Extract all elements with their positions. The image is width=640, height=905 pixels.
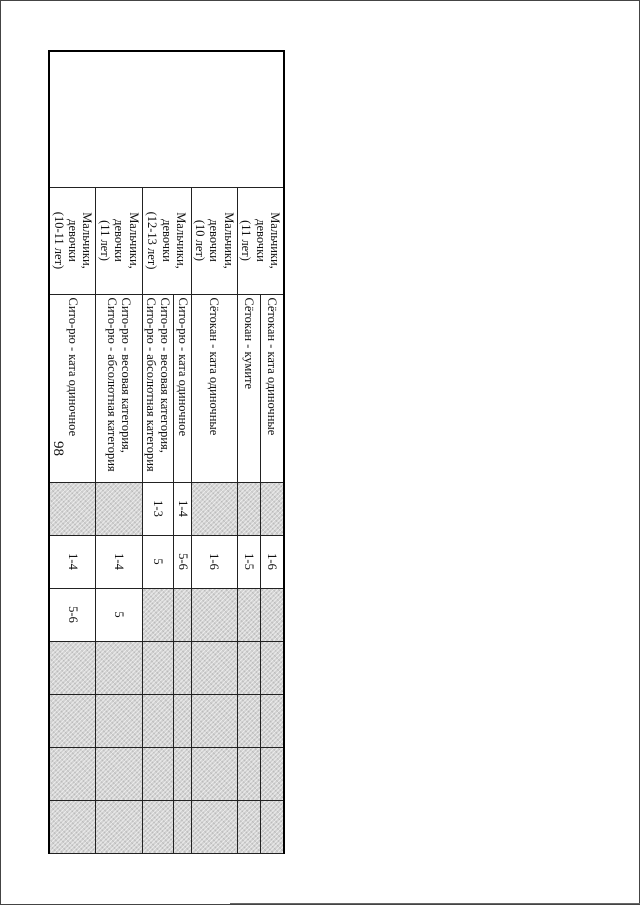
value-cell — [191, 641, 237, 694]
event-cell — [49, 294, 96, 482]
event-cell — [191, 294, 237, 482]
value-cell — [191, 747, 237, 800]
value-cell — [191, 694, 237, 747]
event-label: Сито-рю - весовая категория, — [158, 297, 173, 453]
value-cell — [191, 482, 237, 535]
age-group-cell — [96, 187, 142, 294]
age-range-label: (10 лет) — [193, 219, 208, 262]
value-cell: 5 — [96, 588, 142, 641]
value-cell — [237, 747, 260, 800]
value-cell — [174, 588, 191, 641]
value-cell — [49, 747, 96, 800]
event-label: Сито-рю - весовая категория, — [119, 297, 134, 453]
age-group-label: Мальчики, девочки — [112, 212, 141, 269]
value-cell — [49, 694, 96, 747]
value-cell — [237, 800, 260, 853]
value-cell: 1-4 — [174, 482, 191, 535]
value-cell — [260, 641, 284, 694]
scan-edge-line — [230, 903, 640, 904]
value-cell — [191, 800, 237, 853]
event-cell — [174, 294, 191, 482]
value-cell — [237, 694, 260, 747]
event-label: Сётокан - ката одиночные — [207, 297, 222, 436]
value-cell — [260, 694, 284, 747]
table-row — [260, 51, 284, 853]
value-cell — [260, 482, 284, 535]
value-cell — [174, 747, 191, 800]
value-cell: 1-6 — [191, 535, 237, 588]
value-cell — [96, 641, 142, 694]
event-label: Сито-рю - ката одиночное — [175, 297, 190, 437]
age-group-cell — [49, 187, 96, 294]
value-cell — [174, 694, 191, 747]
value-cell — [49, 800, 96, 853]
age-group-label: Мальчики, девочки — [207, 212, 236, 269]
value-cell — [237, 641, 260, 694]
value-cell — [142, 641, 174, 694]
value-cell — [237, 588, 260, 641]
value-cell: 1-4 — [96, 535, 142, 588]
event-cell — [142, 294, 174, 482]
age-group-cell — [142, 187, 191, 294]
age-range-label: (11 лет) — [239, 220, 254, 261]
value-cell: 1-5 — [237, 535, 260, 588]
value-cell — [142, 694, 174, 747]
age-range-label: (11 лет) — [97, 220, 112, 261]
value-cell — [142, 800, 174, 853]
value-cell — [96, 694, 142, 747]
age-group-label: Мальчики, девочки — [159, 212, 189, 269]
value-cell: 1-6 — [260, 535, 284, 588]
event-cell — [260, 294, 284, 482]
value-cell — [260, 800, 284, 853]
event-label: Сётокан - ката одиночные — [265, 297, 280, 436]
value-cell: 5 — [142, 535, 174, 588]
value-cell — [260, 588, 284, 641]
sports-table — [48, 50, 285, 854]
empty-left-cell — [49, 51, 284, 187]
event-label-secondary: Сито-рю - абсолютная категория — [105, 297, 120, 472]
value-cell — [174, 800, 191, 853]
age-range-label: (12-13 лет) — [145, 211, 160, 270]
value-cell — [142, 588, 174, 641]
age-group-cell — [237, 187, 284, 294]
event-label: Сётокан - кумите — [242, 297, 257, 390]
age-group-label: Мальчики, девочки — [253, 212, 282, 269]
value-cell — [96, 482, 142, 535]
value-cell — [191, 588, 237, 641]
value-cell: 1-4 — [49, 535, 96, 588]
value-cell — [260, 747, 284, 800]
event-cell — [237, 294, 260, 482]
value-cell — [96, 800, 142, 853]
age-group-label: Мальчики, девочки — [66, 212, 95, 269]
value-cell — [49, 641, 96, 694]
table-body — [49, 51, 284, 853]
event-label: Сито-рю - ката одиночное — [66, 297, 81, 437]
value-cell — [174, 641, 191, 694]
value-cell — [142, 747, 174, 800]
event-cell — [96, 294, 142, 482]
age-range-label: (10-11 лет) — [51, 211, 66, 270]
value-cell: 5-6 — [49, 588, 96, 641]
event-label-secondary: Сито-рю - абсолютная категория — [144, 297, 158, 472]
age-group-cell — [191, 187, 237, 294]
value-cell: 1-3 — [142, 482, 174, 535]
value-cell — [49, 482, 96, 535]
value-cell — [96, 747, 142, 800]
value-cell — [237, 482, 260, 535]
page-number: 98 — [50, 441, 66, 456]
value-cell: 5-6 — [174, 535, 191, 588]
